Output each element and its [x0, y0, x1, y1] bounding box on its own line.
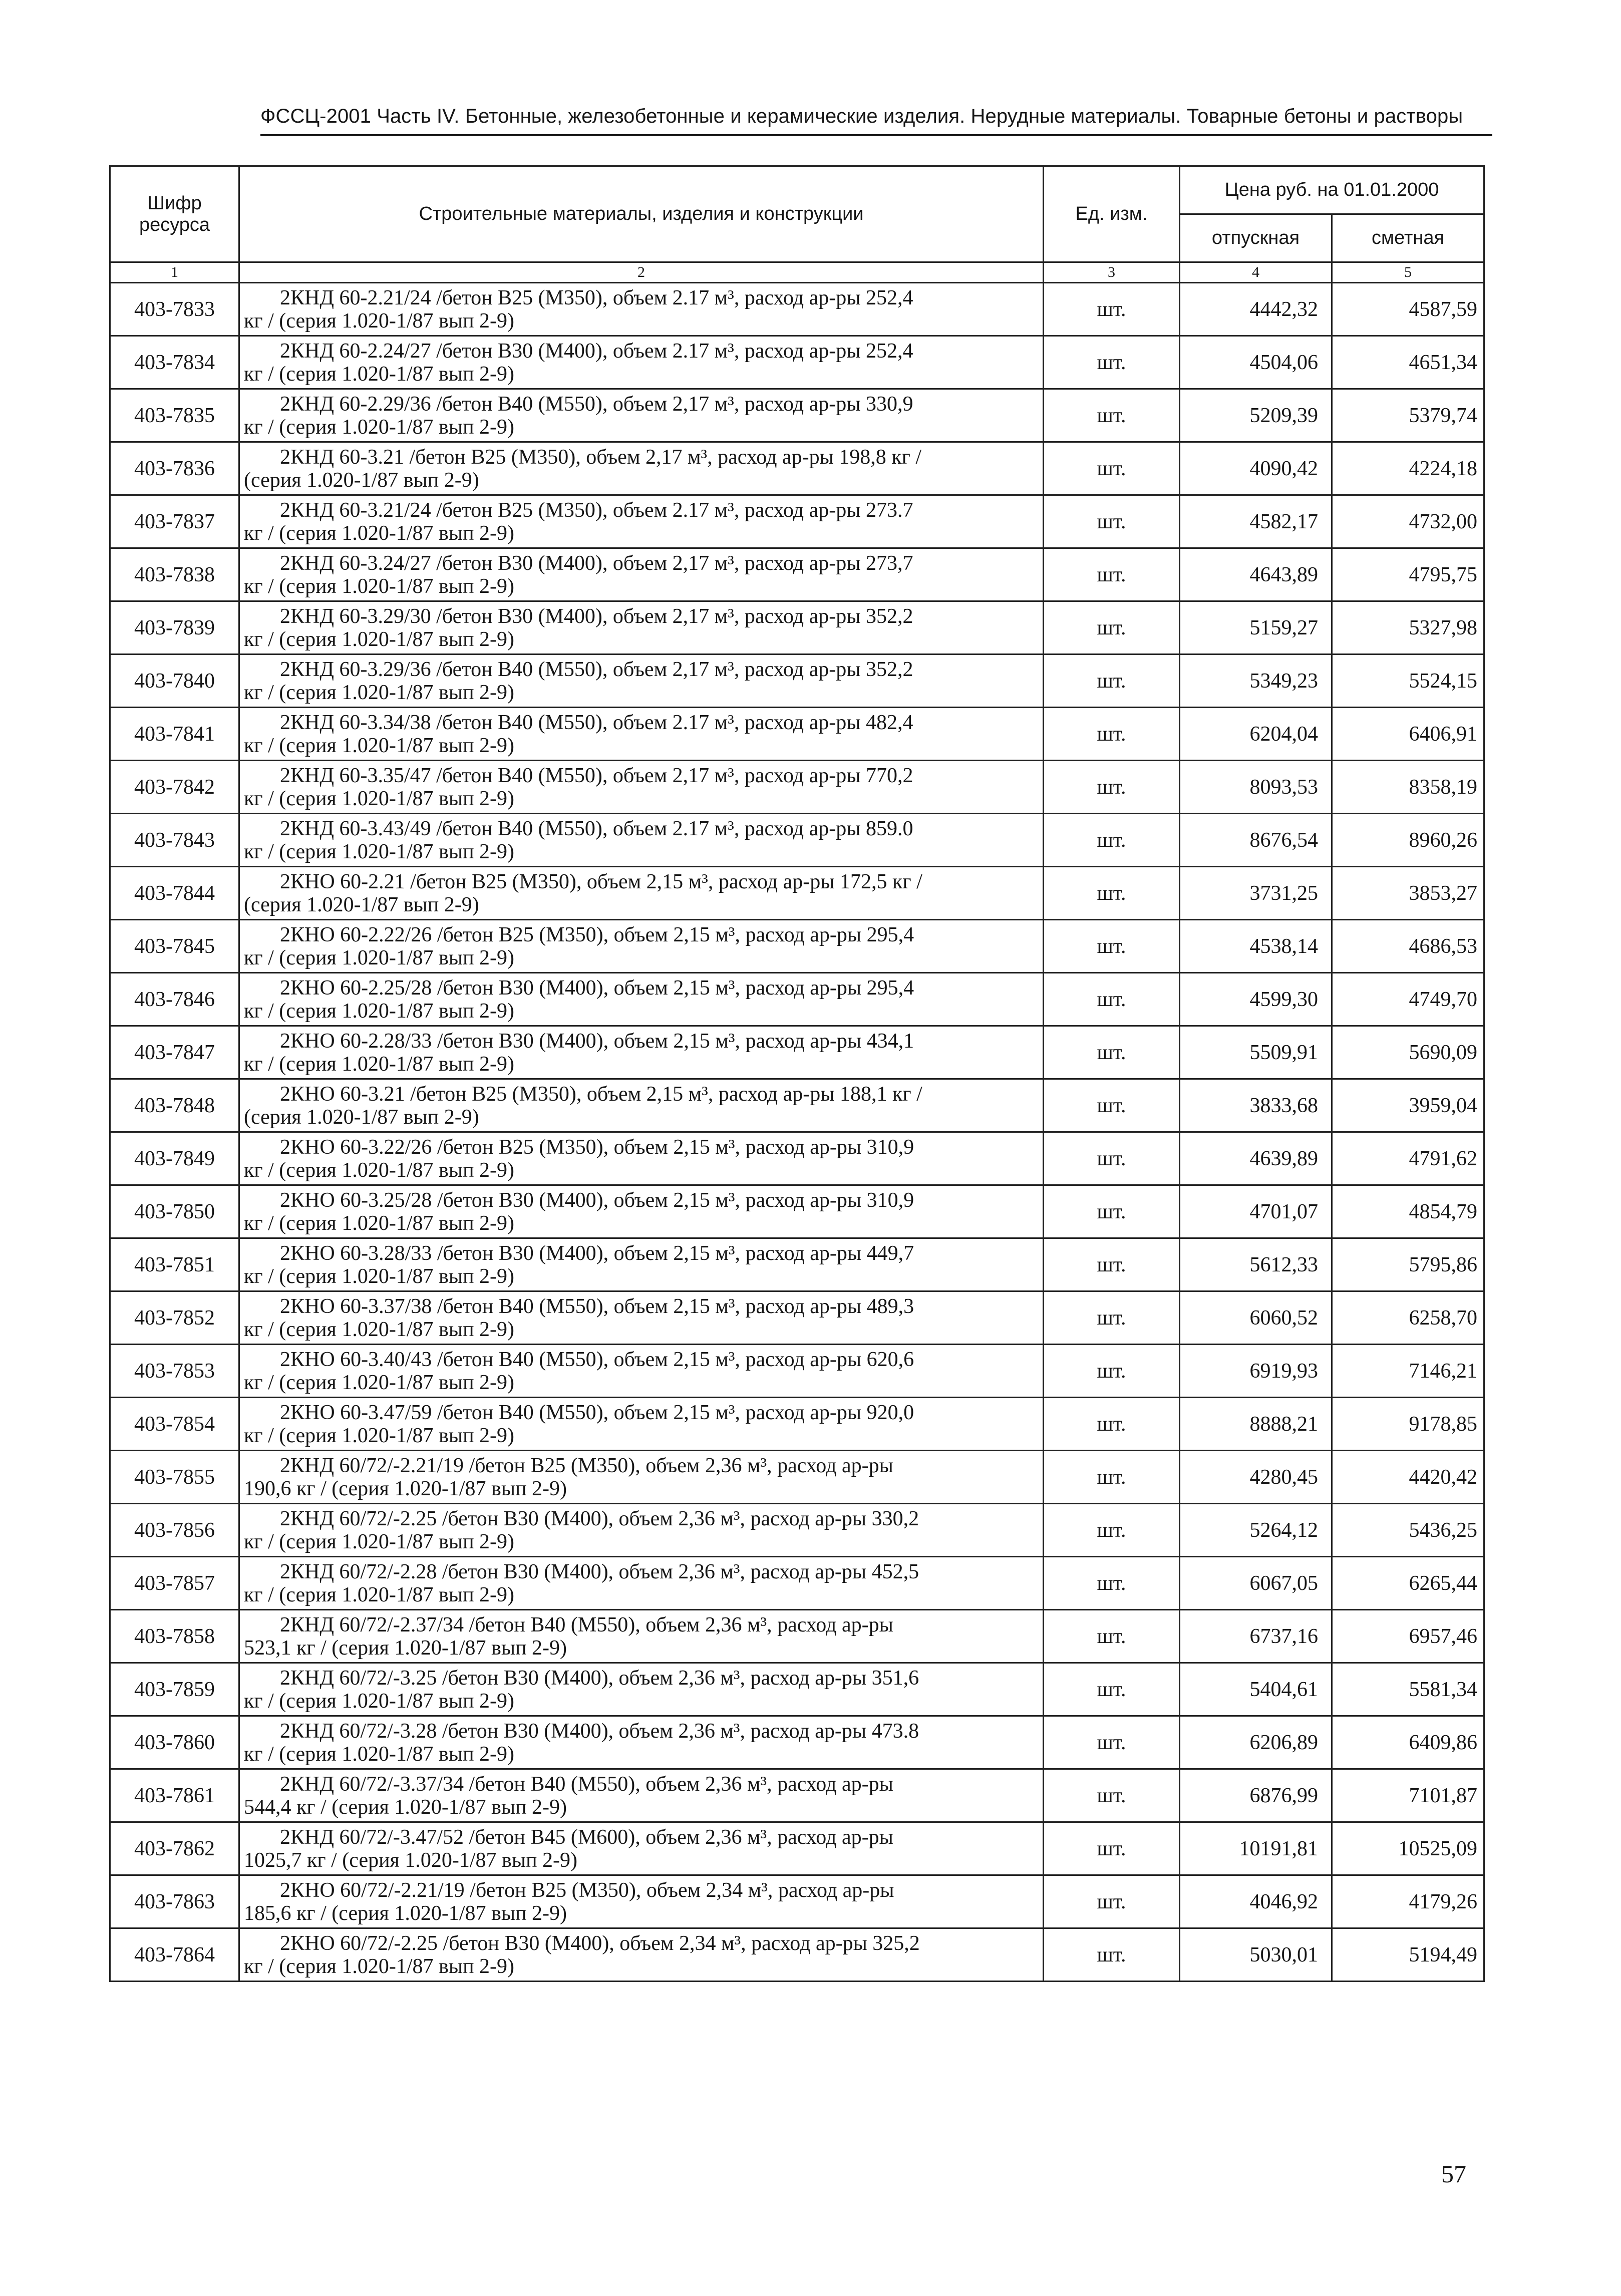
col-header-code-text: Шифр ресурса: [139, 192, 210, 235]
description-line-2: (серия 1.020-1/87 вып 2-9): [244, 468, 479, 492]
resource-code: 403-7848: [110, 1079, 239, 1132]
material-description: [239, 1769, 1044, 1822]
material-description: [239, 1079, 1044, 1132]
resource-code: 403-7854: [110, 1398, 239, 1451]
description-line-2: кг / (серия 1.020-1/87 вып 2-9): [244, 681, 515, 704]
col-number: 4: [1180, 262, 1332, 283]
resource-code: 403-7843: [110, 814, 239, 867]
description-line-2: кг / (серия 1.020-1/87 вып 2-9): [244, 362, 515, 386]
material-description: [239, 336, 1044, 389]
resource-code: 403-7859: [110, 1663, 239, 1716]
description-line-1: 2КНО 60-3.40/43 /бетон В40 (М550), объем 2,15 м³, расход ар-ры 620,6: [280, 1348, 914, 1371]
description-line-1: 2КНО 60-2.28/33 /бетон В30 (М400), объем 2,15 м³, расход ар-ры 434,1: [280, 1029, 914, 1053]
estimate-price: 6406,91: [1332, 708, 1484, 761]
description-line-2: (серия 1.020-1/87 вып 2-9): [244, 1105, 479, 1129]
col-header-code: [110, 166, 239, 262]
material-description: [239, 654, 1044, 708]
table-row: [110, 442, 1484, 495]
resource-code: 403-7846: [110, 973, 239, 1026]
release-price: 8676,54: [1180, 814, 1332, 867]
unit-cell: шт.: [1044, 1504, 1180, 1557]
description-line-1: 2КНД 60/72/-2.28 /бетон В30 (М400), объем 2,36 м³, расход ар-ры 452,5: [280, 1560, 919, 1583]
unit-cell: шт.: [1044, 1663, 1180, 1716]
release-price: 5030,01: [1180, 1928, 1332, 1982]
release-price: 4280,45: [1180, 1451, 1332, 1504]
unit-cell: шт.: [1044, 761, 1180, 814]
release-price: 5404,61: [1180, 1663, 1332, 1716]
description-line-1: 2КНД 60-2.24/27 /бетон В30 (М400), объем 2.17 м³, расход ар-ры 252,4: [280, 339, 913, 363]
release-price: 4538,14: [1180, 920, 1332, 973]
unit-cell: шт.: [1044, 708, 1180, 761]
estimate-price: 5581,34: [1332, 1663, 1484, 1716]
col-header-release: [1180, 214, 1332, 262]
unit-cell: шт.: [1044, 548, 1180, 601]
description-line-1: 2КНД 60/72/-3.25 /бетон В30 (М400), объем 2,36 м³, расход ар-ры 351,6: [280, 1666, 919, 1690]
estimate-price: 8960,26: [1332, 814, 1484, 867]
material-description: [239, 814, 1044, 867]
release-price: 6060,52: [1180, 1291, 1332, 1345]
material-description: [239, 1238, 1044, 1291]
release-price: 4046,92: [1180, 1875, 1332, 1928]
table-row: [110, 920, 1484, 973]
unit-cell: шт.: [1044, 283, 1180, 336]
description-line-2: 523,1 кг / (серия 1.020-1/87 вып 2-9): [244, 1636, 567, 1660]
description-line-2: кг / (серия 1.020-1/87 вып 2-9): [244, 1530, 515, 1553]
table-row: [110, 1291, 1484, 1345]
unit-cell: шт.: [1044, 814, 1180, 867]
unit-cell: шт.: [1044, 1451, 1180, 1504]
estimate-price: 6258,70: [1332, 1291, 1484, 1345]
table-row: [110, 1504, 1484, 1557]
material-description: [239, 920, 1044, 973]
description-line-2: кг / (серия 1.020-1/87 вып 2-9): [244, 627, 515, 651]
col-number: 5: [1332, 262, 1484, 283]
resource-code: 403-7862: [110, 1822, 239, 1875]
resource-code: 403-7844: [110, 867, 239, 920]
material-description: [239, 442, 1044, 495]
estimate-price: 5379,74: [1332, 389, 1484, 442]
estimate-price: 4732,00: [1332, 495, 1484, 548]
table-row: [110, 1769, 1484, 1822]
release-price: 4442,32: [1180, 283, 1332, 336]
material-description: [239, 389, 1044, 442]
release-price: 6067,05: [1180, 1557, 1332, 1610]
table-row: [110, 336, 1484, 389]
description-line-1: 2КНД 60/72/-3.37/34 /бетон В40 (М550), объем 2,36 м³, расход ар-ры: [280, 1772, 893, 1796]
release-price: 3731,25: [1180, 867, 1332, 920]
description-line-2: кг / (серия 1.020-1/87 вып 2-9): [244, 1211, 515, 1235]
release-price: 6737,16: [1180, 1610, 1332, 1663]
estimate-price: 4420,42: [1332, 1451, 1484, 1504]
description-line-2: кг / (серия 1.020-1/87 вып 2-9): [244, 521, 515, 545]
col-header-release-text: отпускная: [1211, 227, 1300, 248]
unit-cell: шт.: [1044, 654, 1180, 708]
description-line-1: 2КНО 60/72/-2.21/19 /бетон В25 (М350), объем 2,34 м³, расход ар-ры: [280, 1878, 894, 1902]
estimate-price: 4791,62: [1332, 1132, 1484, 1185]
estimate-price: 6409,86: [1332, 1716, 1484, 1769]
unit-cell: шт.: [1044, 1769, 1180, 1822]
material-description: [239, 548, 1044, 601]
col-header-estimate-text: сметная: [1371, 227, 1445, 248]
description-line-1: 2КНД 60-3.21 /бетон В25 (М350), объем 2,17 м³, расход ар-ры 198,8 кг /: [280, 445, 922, 469]
table-row: [110, 973, 1484, 1026]
release-price: 4643,89: [1180, 548, 1332, 601]
description-line-2: кг / (серия 1.020-1/87 вып 2-9): [244, 309, 515, 333]
estimate-price: 4749,70: [1332, 973, 1484, 1026]
material-description: [239, 1557, 1044, 1610]
description-line-2: кг / (серия 1.020-1/87 вып 2-9): [244, 1954, 515, 1978]
estimate-price: 5194,49: [1332, 1928, 1484, 1982]
description-line-2: кг / (серия 1.020-1/87 вып 2-9): [244, 840, 515, 863]
resource-code: 403-7852: [110, 1291, 239, 1345]
estimate-price: 8358,19: [1332, 761, 1484, 814]
release-price: 5159,27: [1180, 601, 1332, 654]
table-row: [110, 1132, 1484, 1185]
description-line-1: 2КНД 60/72/-3.28 /бетон В30 (М400), объем 2,36 м³, расход ар-ры 473.8: [280, 1719, 919, 1743]
resource-code: 403-7851: [110, 1238, 239, 1291]
material-description: [239, 867, 1044, 920]
material-description: [239, 601, 1044, 654]
description-line-2: кг / (серия 1.020-1/87 вып 2-9): [244, 1264, 515, 1288]
material-description: [239, 1875, 1044, 1928]
resource-code: 403-7845: [110, 920, 239, 973]
description-line-2: кг / (серия 1.020-1/87 вып 2-9): [244, 787, 515, 810]
table-row: [110, 1345, 1484, 1398]
description-line-1: 2КНО 60-3.22/26 /бетон В25 (М350), объем 2,15 м³, расход ар-ры 310,9: [280, 1135, 914, 1159]
description-line-2: 1025,7 кг / (серия 1.020-1/87 вып 2-9): [244, 1848, 578, 1872]
description-line-1: 2КНО 60-3.28/33 /бетон В30 (М400), объем 2,15 м³, расход ар-ры 449,7: [280, 1241, 914, 1265]
material-description: [239, 973, 1044, 1026]
description-line-1: 2КНО 60/72/-2.25 /бетон В30 (М400), объем 2,34 м³, расход ар-ры 325,2: [280, 1931, 920, 1955]
description-line-1: 2КНД 60-3.24/27 /бетон В30 (М400), объем 2,17 м³, расход ар-ры 273,7: [280, 551, 913, 575]
description-line-1: 2КНО 60-3.47/59 /бетон В40 (М550), объем 2,15 м³, расход ар-ры 920,0: [280, 1401, 914, 1424]
release-price: 4582,17: [1180, 495, 1332, 548]
description-line-1: 2КНО 60-2.22/26 /бетон В25 (М350), объем 2,15 м³, расход ар-ры 295,4: [280, 923, 914, 946]
release-price: 6919,93: [1180, 1345, 1332, 1398]
description-line-1: 2КНД 60-3.29/30 /бетон В30 (М400), объем 2,17 м³, расход ар-ры 352,2: [280, 604, 913, 628]
table-row: [110, 654, 1484, 708]
unit-cell: шт.: [1044, 1928, 1180, 1982]
material-description: [239, 1132, 1044, 1185]
description-line-2: кг / (серия 1.020-1/87 вып 2-9): [244, 734, 515, 757]
unit-cell: шт.: [1044, 973, 1180, 1026]
description-line-1: 2КНД 60/72/-2.37/34 /бетон В40 (М550), объем 2,36 м³, расход ар-ры: [280, 1613, 893, 1636]
release-price: 8093,53: [1180, 761, 1332, 814]
table-row: [110, 1716, 1484, 1769]
table-row: [110, 1398, 1484, 1451]
description-line-1: 2КНД 60/72/-2.21/19 /бетон В25 (М350), объем 2,36 м³, расход ар-ры: [280, 1454, 893, 1477]
unit-cell: шт.: [1044, 601, 1180, 654]
resource-code: 403-7838: [110, 548, 239, 601]
description-line-1: 2КНД 60-3.21/24 /бетон В25 (М350), объем 2.17 м³, расход ар-ры 273.7: [280, 498, 913, 522]
estimate-price: 5436,25: [1332, 1504, 1484, 1557]
col-header-unit-text: Ед. изм.: [1075, 203, 1148, 224]
table-row: [110, 1079, 1484, 1132]
release-price: 6204,04: [1180, 708, 1332, 761]
estimate-price: 4224,18: [1332, 442, 1484, 495]
description-line-1: 2КНО 60-2.21 /бетон В25 (М350), объем 2,15 м³, расход ар-ры 172,5 кг /: [280, 870, 922, 893]
release-price: 4090,42: [1180, 442, 1332, 495]
release-price: 4701,07: [1180, 1185, 1332, 1238]
estimate-price: 10525,09: [1332, 1822, 1484, 1875]
col-header-unit: [1044, 166, 1180, 262]
unit-cell: шт.: [1044, 1716, 1180, 1769]
release-price: 8888,21: [1180, 1398, 1332, 1451]
resource-code: 403-7853: [110, 1345, 239, 1398]
resource-code: 403-7861: [110, 1769, 239, 1822]
page-number: 57: [1441, 2160, 1466, 2188]
table-row: [110, 1663, 1484, 1716]
estimate-price: 3959,04: [1332, 1079, 1484, 1132]
table-row: [110, 761, 1484, 814]
release-price: 10191,81: [1180, 1822, 1332, 1875]
unit-cell: шт.: [1044, 1610, 1180, 1663]
release-price: 5264,12: [1180, 1504, 1332, 1557]
description-line-2: кг / (серия 1.020-1/87 вып 2-9): [244, 574, 515, 598]
release-price: 5349,23: [1180, 654, 1332, 708]
col-header-price-group: [1180, 166, 1484, 214]
description-line-2: кг / (серия 1.020-1/87 вып 2-9): [244, 415, 515, 439]
description-line-1: 2КНО 60-2.25/28 /бетон В30 (М400), объем 2,15 м³, расход ар-ры 295,4: [280, 976, 914, 1000]
resource-code: 403-7850: [110, 1185, 239, 1238]
description-line-1: 2КНО 60-3.25/28 /бетон В30 (М400), объем 2,15 м³, расход ар-ры 310,9: [280, 1188, 914, 1212]
col-number: 1: [110, 262, 239, 283]
description-line-2: кг / (серия 1.020-1/87 вып 2-9): [244, 946, 515, 969]
release-price: 6206,89: [1180, 1716, 1332, 1769]
description-line-1: 2КНД 60-2.21/24 /бетон В25 (М350), объем 2.17 м³, расход ар-ры 252,4: [280, 286, 913, 309]
material-description: [239, 708, 1044, 761]
unit-cell: шт.: [1044, 867, 1180, 920]
estimate-price: 4179,26: [1332, 1875, 1484, 1928]
unit-cell: шт.: [1044, 336, 1180, 389]
table-row: [110, 708, 1484, 761]
resource-code: 403-7839: [110, 601, 239, 654]
col-header-price-group-text: Цена руб. на 01.01.2000: [1224, 179, 1439, 200]
description-line-2: кг / (серия 1.020-1/87 вып 2-9): [244, 1318, 515, 1341]
estimate-price: 3853,27: [1332, 867, 1484, 920]
estimate-price: 4587,59: [1332, 283, 1484, 336]
resource-code: 403-7864: [110, 1928, 239, 1982]
table-row: [110, 1928, 1484, 1982]
description-line-1: 2КНД 60-3.43/49 /бетон В40 (М550), объем 2.17 м³, расход ар-ры 859.0: [280, 817, 913, 840]
release-price: 5612,33: [1180, 1238, 1332, 1291]
resource-code: 403-7857: [110, 1557, 239, 1610]
description-line-1: 2КНО 60-3.37/38 /бетон В40 (М550), объем 2,15 м³, расход ар-ры 489,3: [280, 1294, 914, 1318]
table-row: [110, 548, 1484, 601]
material-description: [239, 1185, 1044, 1238]
unit-cell: шт.: [1044, 1026, 1180, 1079]
resource-code: 403-7841: [110, 708, 239, 761]
description-line-2: кг / (серия 1.020-1/87 вып 2-9): [244, 1371, 515, 1394]
material-description: [239, 1451, 1044, 1504]
table-row: [110, 1451, 1484, 1504]
description-line-2: кг / (серия 1.020-1/87 вып 2-9): [244, 1742, 515, 1766]
resource-code: 403-7842: [110, 761, 239, 814]
table-row: [110, 283, 1484, 336]
description-line-2: кг / (серия 1.020-1/87 вып 2-9): [244, 999, 515, 1023]
material-description: [239, 283, 1044, 336]
resource-code: 403-7836: [110, 442, 239, 495]
unit-cell: шт.: [1044, 1238, 1180, 1291]
unit-cell: шт.: [1044, 1079, 1180, 1132]
description-line-2: кг / (серия 1.020-1/87 вып 2-9): [244, 1052, 515, 1076]
material-description: [239, 1928, 1044, 1982]
estimate-price: 5795,86: [1332, 1238, 1484, 1291]
release-price: 4599,30: [1180, 973, 1332, 1026]
release-price: 6876,99: [1180, 1769, 1332, 1822]
unit-cell: шт.: [1044, 1557, 1180, 1610]
estimate-price: 4651,34: [1332, 336, 1484, 389]
release-price: 4504,06: [1180, 336, 1332, 389]
description-line-2: кг / (серия 1.020-1/87 вып 2-9): [244, 1689, 515, 1713]
price-table: [109, 165, 1485, 1982]
resource-code: 403-7834: [110, 336, 239, 389]
material-description: [239, 1398, 1044, 1451]
material-description: [239, 1504, 1044, 1557]
resource-code: 403-7833: [110, 283, 239, 336]
resource-code: 403-7863: [110, 1875, 239, 1928]
description-line-1: 2КНД 60-2.29/36 /бетон В40 (М550), объем 2,17 м³, расход ар-ры 330,9: [280, 392, 913, 416]
table-row: [110, 1822, 1484, 1875]
estimate-price: 7146,21: [1332, 1345, 1484, 1398]
table-row: [110, 389, 1484, 442]
material-description: [239, 761, 1044, 814]
estimate-price: 5524,15: [1332, 654, 1484, 708]
unit-cell: шт.: [1044, 389, 1180, 442]
resource-code: 403-7860: [110, 1716, 239, 1769]
description-line-1: 2КНД 60-3.34/38 /бетон В40 (М550), объем 2.17 м³, расход ар-ры 482,4: [280, 711, 913, 734]
description-line-1: 2КНД 60-3.29/36 /бетон В40 (М550), объем 2,17 м³, расход ар-ры 352,2: [280, 658, 913, 681]
resource-code: 403-7835: [110, 389, 239, 442]
description-line-1: 2КНД 60/72/-3.47/52 /бетон В45 (М600), объем 2,36 м³, расход ар-ры: [280, 1825, 893, 1849]
table-row: [110, 814, 1484, 867]
estimate-price: 9178,85: [1332, 1398, 1484, 1451]
table-row: [110, 1557, 1484, 1610]
col-header-name-text: Строительные материалы, изделия и конструкции: [419, 203, 864, 224]
unit-cell: шт.: [1044, 1185, 1180, 1238]
material-description: [239, 1716, 1044, 1769]
material-description: [239, 1663, 1044, 1716]
unit-cell: шт.: [1044, 1398, 1180, 1451]
resource-code: 403-7837: [110, 495, 239, 548]
description-line-1: 2КНО 60-3.21 /бетон В25 (М350), объем 2,15 м³, расход ар-ры 188,1 кг /: [280, 1082, 922, 1106]
description-line-2: 544,4 кг / (серия 1.020-1/87 вып 2-9): [244, 1795, 567, 1819]
description-line-2: (серия 1.020-1/87 вып 2-9): [244, 893, 479, 916]
resource-code: 403-7849: [110, 1132, 239, 1185]
description-line-1: 2КНД 60/72/-2.25 /бетон В30 (М400), объем 2,36 м³, расход ар-ры 330,2: [280, 1507, 919, 1530]
page-header-title: ФССЦ-2001 Часть IV. Бетонные, железобетонные и керамические изделия. Нерудные материалы. Товарные бетоны и растворы: [260, 105, 1463, 127]
unit-cell: шт.: [1044, 1822, 1180, 1875]
release-price: 5509,91: [1180, 1026, 1332, 1079]
description-line-2: кг / (серия 1.020-1/87 вып 2-9): [244, 1424, 515, 1447]
resource-code: 403-7856: [110, 1504, 239, 1557]
material-description: [239, 1610, 1044, 1663]
unit-cell: шт.: [1044, 442, 1180, 495]
unit-cell: шт.: [1044, 1291, 1180, 1345]
description-line-2: 190,6 кг / (серия 1.020-1/87 вып 2-9): [244, 1477, 567, 1500]
estimate-price: 4854,79: [1332, 1185, 1484, 1238]
material-description: [239, 1345, 1044, 1398]
estimate-price: 5690,09: [1332, 1026, 1484, 1079]
estimate-price: 4686,53: [1332, 920, 1484, 973]
col-number: 2: [239, 262, 1044, 283]
resource-code: 403-7858: [110, 1610, 239, 1663]
unit-cell: шт.: [1044, 1345, 1180, 1398]
description-line-2: кг / (серия 1.020-1/87 вып 2-9): [244, 1583, 515, 1606]
col-number: 3: [1044, 262, 1180, 283]
release-price: 5209,39: [1180, 389, 1332, 442]
unit-cell: шт.: [1044, 920, 1180, 973]
unit-cell: шт.: [1044, 495, 1180, 548]
table-body: [110, 283, 1484, 1982]
table-row: [110, 1185, 1484, 1238]
table-row: [110, 1610, 1484, 1663]
estimate-price: 6957,46: [1332, 1610, 1484, 1663]
unit-cell: шт.: [1044, 1132, 1180, 1185]
estimate-price: 4795,75: [1332, 548, 1484, 601]
resource-code: 403-7847: [110, 1026, 239, 1079]
table-row: [110, 1875, 1484, 1928]
estimate-price: 5327,98: [1332, 601, 1484, 654]
material-description: [239, 1822, 1044, 1875]
release-price: 3833,68: [1180, 1079, 1332, 1132]
header-rule: [260, 134, 1492, 136]
resource-code: 403-7855: [110, 1451, 239, 1504]
unit-cell: шт.: [1044, 1875, 1180, 1928]
material-description: [239, 495, 1044, 548]
description-line-2: 185,6 кг / (серия 1.020-1/87 вып 2-9): [244, 1901, 567, 1925]
col-header-name: [239, 166, 1044, 262]
description-line-2: кг / (серия 1.020-1/87 вып 2-9): [244, 1158, 515, 1182]
table-row: [110, 495, 1484, 548]
col-header-estimate: [1332, 214, 1484, 262]
resource-code: 403-7840: [110, 654, 239, 708]
table-row: [110, 601, 1484, 654]
table-row: [110, 867, 1484, 920]
table-row: [110, 1026, 1484, 1079]
description-line-1: 2КНД 60-3.35/47 /бетон В40 (М550), объем 2,17 м³, расход ар-ры 770,2: [280, 764, 913, 787]
material-description: [239, 1026, 1044, 1079]
estimate-price: 6265,44: [1332, 1557, 1484, 1610]
release-price: 4639,89: [1180, 1132, 1332, 1185]
table-row: [110, 1238, 1484, 1291]
estimate-price: 7101,87: [1332, 1769, 1484, 1822]
material-description: [239, 1291, 1044, 1345]
